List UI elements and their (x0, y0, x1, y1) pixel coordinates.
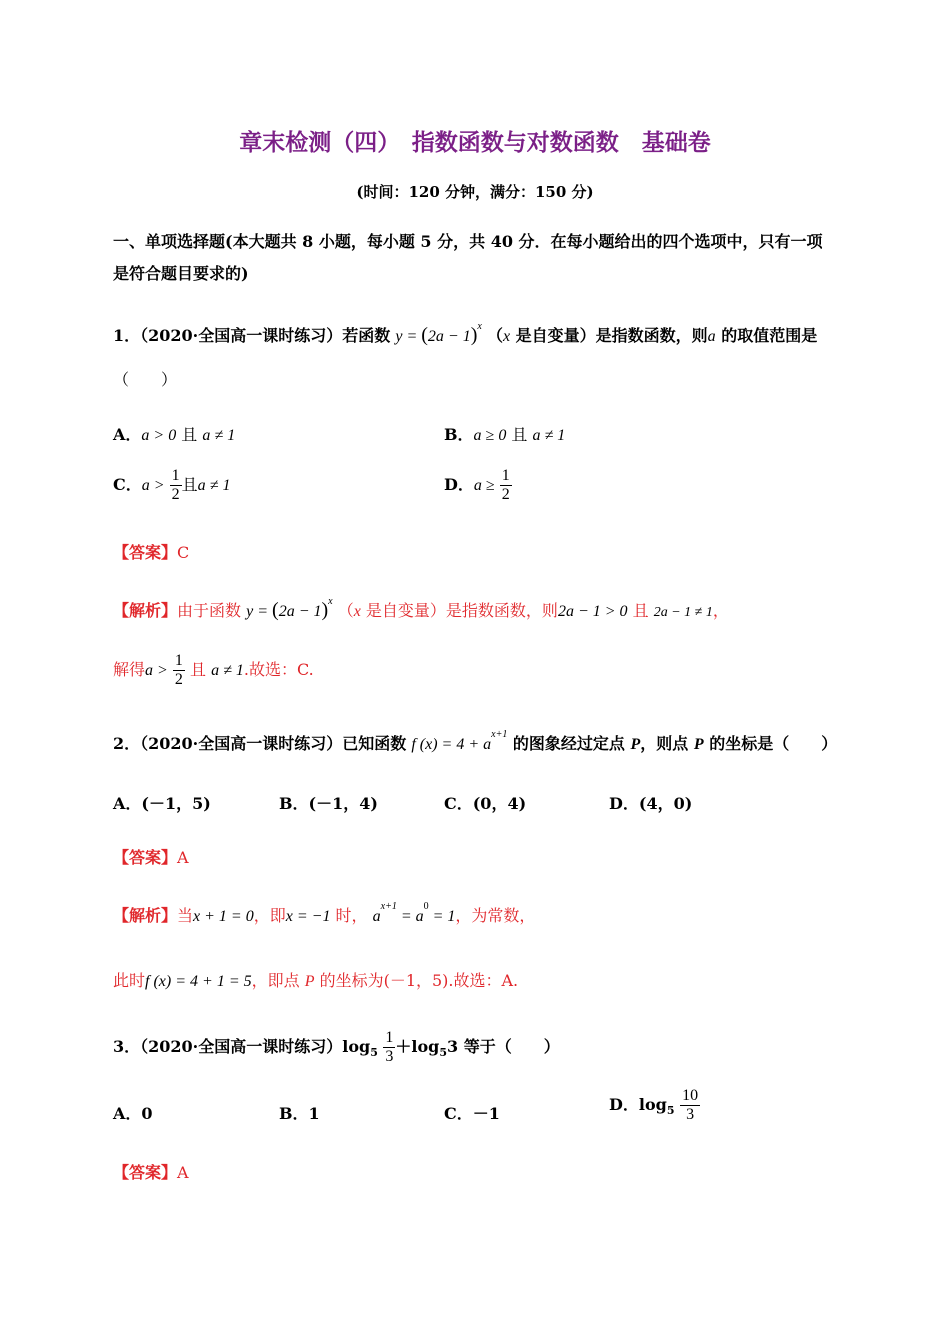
solve-pre: 解得 (113, 660, 146, 679)
question-mid2: ，则点 (640, 734, 694, 753)
time-note: (时间：120 分钟，满分：150 分) (356, 183, 594, 201)
math-y: y = (246, 603, 273, 620)
question-source: （2020·全国高一课时练习）若函数 (140, 326, 391, 345)
q2-analysis-line1 (113, 903, 535, 926)
math-function: f (x) = 4 + a (411, 736, 492, 753)
option-math: a ≥ 0 (473, 427, 507, 444)
analysis-mid: ，即点 (251, 971, 305, 990)
option-math: a > (141, 477, 165, 494)
option-label: B． (444, 425, 474, 444)
option-math2: a ≠ 1 (532, 427, 566, 444)
analysis-text: 由于函数 (177, 601, 242, 620)
q1-option-d (444, 468, 512, 503)
page-title: 章末检测（四） 指数函数与对数函数 基础卷 (239, 130, 711, 156)
q3-option-a: A．0 (113, 1104, 153, 1123)
math-eq-mid: = a (396, 908, 424, 925)
q3-option-d (609, 1088, 700, 1123)
question-source: （2020·全国高一课时练习）已知函数 (140, 734, 407, 753)
math-eq2: x = −1 (285, 908, 331, 925)
analysis-text: 当 (177, 906, 194, 925)
q2-analysis-line2 (113, 968, 518, 991)
analysis-comma: ， (712, 601, 729, 620)
q3-option-b: B．1 (279, 1104, 320, 1123)
question-tail: 的取值范围是 (715, 326, 818, 345)
paren-close: ) (470, 324, 478, 346)
q1-analysis-line1 (113, 598, 729, 622)
fraction-den: 3 (686, 1106, 695, 1123)
math-a: a (707, 328, 716, 345)
option-label: D． (444, 475, 474, 494)
q1-option-b (444, 422, 565, 445)
fraction-den: 2 (174, 671, 183, 688)
analysis-mid: 是自变量）是指数函数，则 (360, 601, 558, 620)
point-p: P (304, 973, 315, 990)
math-exp: x+1 (491, 729, 508, 740)
fraction-num: 1 (385, 1029, 394, 1046)
question-tail: 等于（ ） (458, 1037, 560, 1056)
log-base: 5 (666, 1104, 675, 1117)
math-cond: a ≠ 1 (211, 662, 244, 679)
q1-answer (113, 540, 189, 563)
analysis-tail: 的坐标为(－1，5).故选：A. (314, 971, 519, 990)
math-cond2: 2a − 1 ≠ 1 (653, 605, 713, 620)
paren-open: ( (421, 324, 428, 346)
section-heading-line1: 一、单项选择题(本大题共 8 小题，每小题 5 分，共 40 分．在每小题给出的四个选项中，只有一项 (113, 232, 823, 251)
fraction-den: 2 (501, 486, 510, 503)
option-math: a ≥ (473, 477, 495, 494)
math-a: a > (145, 662, 168, 679)
paren-open: ( (272, 599, 279, 621)
fraction-den: 3 (385, 1048, 394, 1065)
option-and: 且 (181, 475, 198, 494)
solve-tail: .故选：C. (243, 660, 314, 679)
q1-option-c (113, 468, 230, 503)
question-tail: 的坐标是（ ） (703, 734, 838, 753)
analysis-pre: 此时 (113, 971, 146, 990)
question-1-blank: （ ） (113, 370, 178, 389)
question-3-stem (113, 1030, 560, 1065)
log-text: log (638, 1095, 667, 1114)
analysis-tag: 【解析】 (113, 906, 178, 925)
analysis-mid1: ，即 (253, 906, 286, 925)
question-2-stem (113, 731, 837, 754)
fraction-ten-thirds (680, 1088, 700, 1123)
point-p: P (693, 736, 704, 753)
question-source: （2020·全国高一课时练习） (140, 1037, 343, 1056)
math-exp: x (477, 321, 482, 332)
analysis-tail: ，为常数， (455, 906, 536, 925)
math-cond1: 2a − 1 > 0 (557, 603, 628, 620)
math-x: x (502, 328, 511, 345)
fraction-one-half (173, 653, 185, 688)
q3-answer (113, 1160, 189, 1183)
math-eq: f (x) = 4 + 1 = 5 (145, 973, 252, 990)
fraction-one-half (170, 468, 182, 503)
log-arg: 3 (447, 1037, 459, 1056)
option-label: D． (609, 1095, 639, 1114)
option-math2: a ≠ 1 (202, 427, 236, 444)
analysis-tag: 【解析】 (113, 601, 178, 620)
option-label: A． (113, 425, 142, 444)
point-p: P (630, 736, 641, 753)
q2-option-d: D．(4，0) (609, 794, 693, 813)
math-exp: x+1 (380, 901, 397, 912)
q1-analysis-line2 (113, 653, 314, 688)
option-label: C． (113, 475, 142, 494)
q2-answer (113, 845, 189, 868)
math-exp: x (328, 596, 333, 607)
fraction-one-third (383, 1030, 395, 1065)
math-exp-zero: 0 (423, 901, 429, 912)
fraction-num: 1 (171, 467, 180, 484)
answer-tag: 【答案】 (113, 1163, 178, 1182)
q2-option-a: A．(－1，5) (113, 794, 211, 813)
fraction-num: 10 (682, 1087, 699, 1104)
q2-option-c: C．(0，4) (444, 794, 527, 813)
fraction-one-half (500, 468, 512, 503)
math-base: 2a − 1 (427, 328, 471, 345)
log-base: 5 (370, 1046, 378, 1059)
q1-option-a (113, 422, 235, 445)
math-base: a (372, 908, 381, 925)
note-open: （ (486, 326, 503, 345)
answer-tag: 【答案】 (113, 543, 178, 562)
answer-value: A (177, 1163, 189, 1182)
note-open: （ (337, 601, 354, 620)
log-text: log (342, 1037, 371, 1056)
analysis-mid2: 时， (330, 906, 368, 925)
math-base: 2a − 1 (278, 603, 322, 620)
answer-value: C (177, 543, 190, 562)
question-mid: 的图象经过定点 (507, 734, 631, 753)
question-mid: 是自变量）是指数函数，则 (510, 326, 708, 345)
option-and: 且 (506, 425, 533, 444)
q2-option-b: B．(－1，4) (279, 794, 378, 813)
log-base: 5 (439, 1046, 448, 1059)
option-math: a > 0 (141, 427, 177, 444)
paren-close: ) (321, 599, 329, 621)
math-eq-end: = 1 (428, 908, 456, 925)
option-math2: a ≠ 1 (197, 477, 231, 494)
section-heading-line2: 是符合题目要求的) (113, 264, 249, 283)
question-1-stem (113, 323, 817, 347)
plus-log: ＋log (395, 1037, 440, 1056)
question-number: 1． (113, 326, 141, 345)
answer-value: A (177, 848, 189, 867)
solve-and: 且 (184, 660, 212, 679)
math-eq1: x + 1 = 0 (193, 908, 254, 925)
option-and: 且 (176, 425, 203, 444)
question-number: 3． (113, 1037, 141, 1056)
math-y: y = (395, 328, 422, 345)
q3-option-c: C．－1 (444, 1104, 500, 1123)
fraction-num: 1 (174, 652, 183, 669)
answer-tag: 【答案】 (113, 848, 178, 867)
analysis-and: 且 (627, 601, 654, 620)
math-x: x (353, 603, 361, 620)
fraction-num: 1 (501, 467, 510, 484)
question-number: 2． (113, 734, 141, 753)
fraction-den: 2 (171, 486, 180, 503)
